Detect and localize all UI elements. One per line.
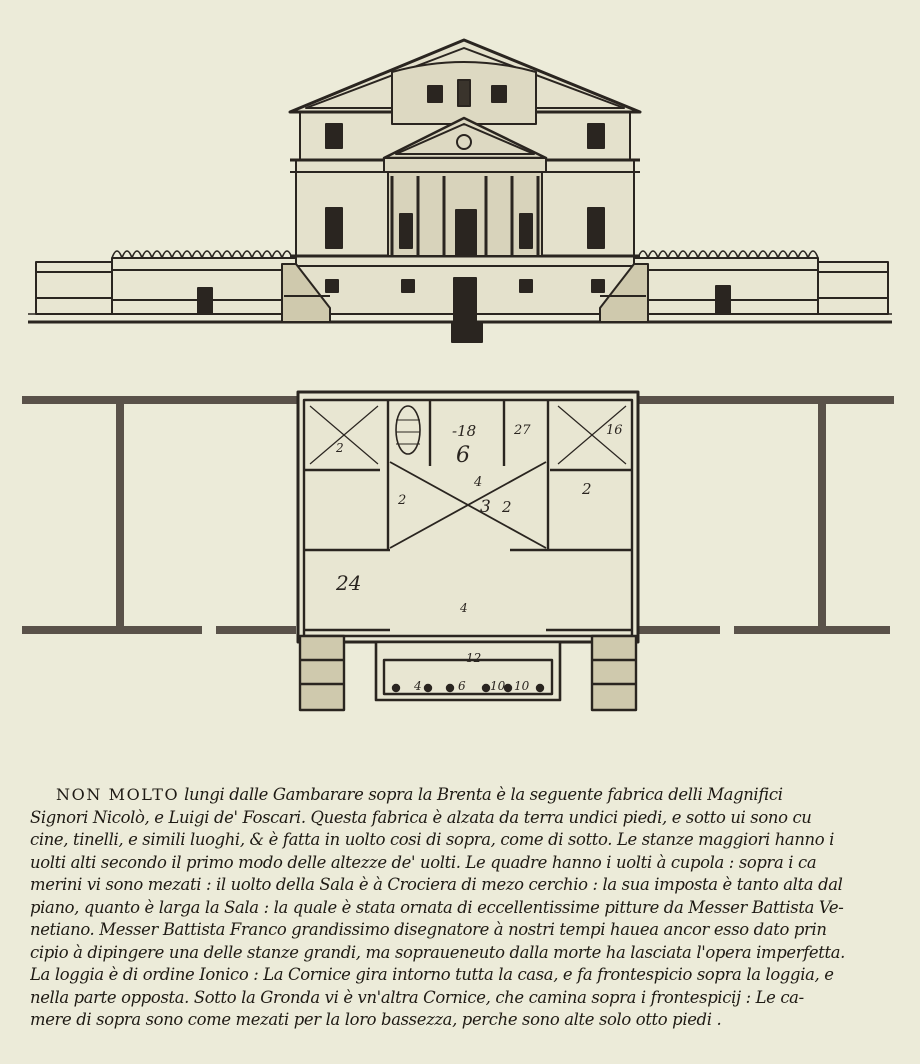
description-text xyxy=(30,784,900,1032)
text-line: mere di sopra sono come mezati per la loro bassezza, perche sono alte solo otto piedi . xyxy=(30,1010,722,1029)
room-label: 10 xyxy=(490,679,506,693)
room-label: 2 xyxy=(336,441,344,455)
room-label: 2 xyxy=(582,480,592,498)
left-wing xyxy=(36,251,296,314)
room-label: 4 xyxy=(414,679,422,693)
room-label: -18 xyxy=(452,422,477,440)
room-label: 27 xyxy=(514,423,531,438)
text-line: Signori Nicolò, e Luigi de' Foscari. Questa fabrica è alzata da terra undici piedi, e sotto ui sono cu xyxy=(30,807,812,827)
text-line: uolti alti secondo il primo modo delle altezze de' uolti. Le quadre hanno i uolti à cupola : sopra i ca xyxy=(30,852,817,872)
text-line: merini vi sono mezati : il uolto della Sala è à Crociera di mezo cerchio : la sua imposta è tanto alta dal xyxy=(30,875,843,894)
right-wing xyxy=(634,251,888,314)
room-label: 4 xyxy=(460,601,468,615)
room-label: 4 xyxy=(474,475,483,490)
text-line: piano, quanto è larga la Sala : la quale è stata ornata di eccellentissime pitture da Messer Battista Ve- xyxy=(30,897,844,917)
room-label: 6 xyxy=(456,443,470,468)
room-label: 24 xyxy=(336,571,362,595)
room-label: 3 xyxy=(480,497,491,517)
room-label: 16 xyxy=(606,423,623,438)
text-line: nella parte opposta. Sotto la Gronda vi è vn'altra Cornice, che camina sopra i frontespicij : Le ca- xyxy=(30,987,804,1007)
room-label: 6 xyxy=(458,679,466,693)
room-label: 2 xyxy=(502,498,512,516)
text-line-rest: lungi dalle Gambarare sopra la Brenta è la seguente fabrica delli Magnifici xyxy=(179,785,783,804)
room-label: 10 xyxy=(514,679,530,693)
room-label: 2 xyxy=(398,493,407,508)
text-line: netiano. Messer Battista Franco grandissimo disegnatore à nostri tempi hauea ancor esso dato prin xyxy=(30,920,827,939)
text-line: cipio à dipingere una delle stanze grandi, ma sopraueneuto dalla morte ha lasciata l'opera imperfetta. xyxy=(30,942,846,962)
room-label: 12 xyxy=(466,651,482,665)
villa-elevation xyxy=(28,40,892,342)
text-line: cine, tinelli, e simili luoghi, & è fatta in uolto cosi di sopra, come di sotto. Le stanze maggiori hanno i xyxy=(30,830,835,849)
lead-word: NON MOLTO xyxy=(56,785,180,804)
text-line: La loggia è di ordine Ionico : La Cornice gira intorno tutta la casa, e fa frontespicio sopra la loggia, e xyxy=(30,965,834,984)
text-line xyxy=(30,784,900,807)
